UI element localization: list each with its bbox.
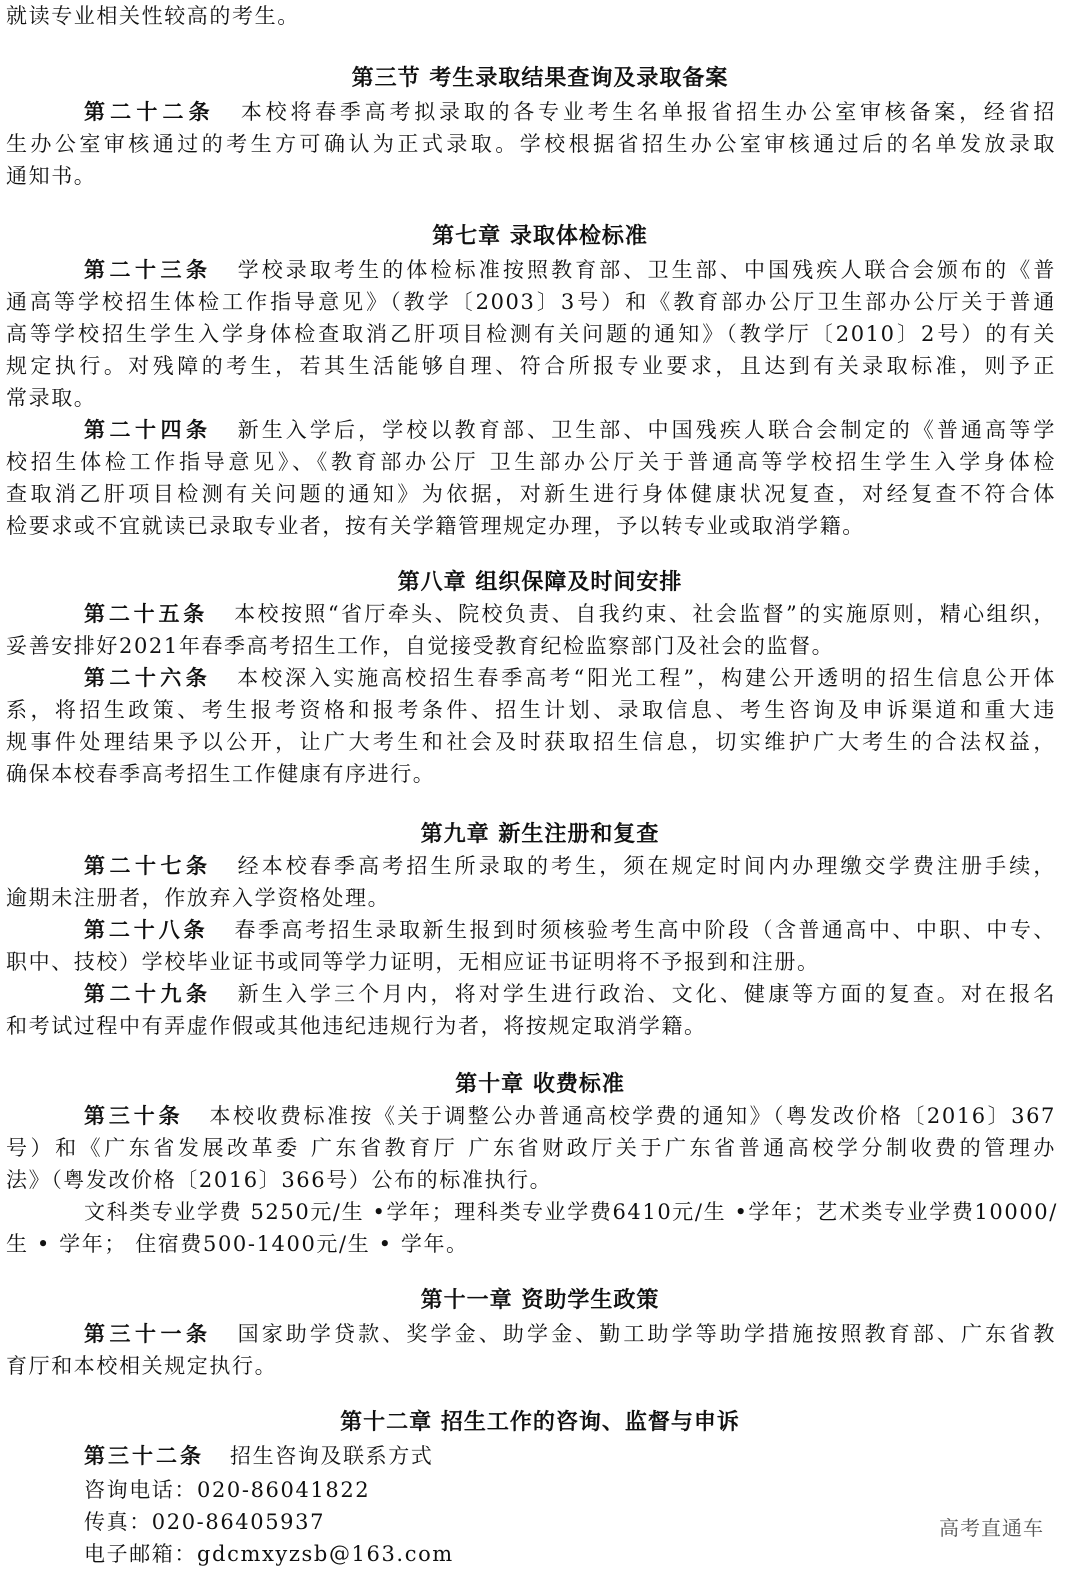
paragraph-line: 育厅和本校相关规定执行。 xyxy=(6,1354,278,1378)
chapter-heading: 第十一章 资助学生政策 xyxy=(420,1288,660,1313)
paragraph-line: 第二十九条 新生入学三个月内，将对学生进行政治、文化、健康等方面的复查。对在报名 xyxy=(84,982,1056,1006)
paragraph-line: 职中、技校）学校毕业证书或同等学力证明，无相应证书证明将不予报到和注册。 xyxy=(6,950,820,974)
paragraph-line: 规事件处理结果予以公开，让广大考生和社会及时获取招生信息，切实维护广大考生的合法权益， xyxy=(6,730,1056,754)
paragraph-line: 号）和《广东省发展改革委 广东省教育厅 广东省财政厅关于广东省普通高校学分制收费的管理办 xyxy=(6,1136,1056,1160)
article-number: 第二十八条 xyxy=(84,918,209,942)
paragraph-line: 就读专业相关性较高的考生。 xyxy=(6,4,300,28)
chapter-heading: 第七章 录取体检标准 xyxy=(432,224,648,249)
paragraph-line: 生办公室审核通过的考生方可确认为正式录取。学校根据省招生办公室审核通过后的名单发放录取 xyxy=(6,132,1056,156)
paragraph-line: 通知书。 xyxy=(6,164,97,188)
paragraph-line: 文科类专业学费 5250元/生 •学年；理科类专业学费6410元/生 •学年；艺术类专业学费10000/ xyxy=(84,1200,1058,1224)
paragraph-line: 第二十六条 本校深入实施高校招生春季高考“阳光工程”，构建公开透明的招生信息公开体 xyxy=(84,666,1057,690)
paragraph-line: 规定执行。对残障的考生，若其生活能够自理、符合所报专业要求，且达到有关录取标准，则予正 xyxy=(6,354,1056,378)
watermark-text: 高考直通车 xyxy=(939,1516,1044,1540)
chapter-heading: 第十章 收费标准 xyxy=(455,1072,625,1097)
contact-email: 电子邮箱：gdcmxyzsb@163.com xyxy=(84,1542,454,1566)
paragraph-line: 系，将招生政策、考生报考资格和报考条件、招生计划、录取信息、考生咨询及申诉渠道和重大违 xyxy=(6,698,1056,722)
article-number: 第二十七条 xyxy=(84,854,212,878)
paragraph-line: 第二十二条 本校将春季高考拟录取的各专业考生名单报省招生办公室审核备案，经省招 xyxy=(84,100,1057,124)
paragraph-line: 生 • 学年； 住宿费500-1400元/生 • 学年。 xyxy=(6,1232,469,1256)
paragraph-line: 确保本校春季高考招生工作健康有序进行。 xyxy=(6,762,436,786)
section-heading: 第三节 考生录取结果查询及录取备案 xyxy=(351,66,729,91)
paragraph-line: 查取消乙肝项目检测有关问题的通知》为依据，对新生进行身体健康状况复查，对经复查不符合体 xyxy=(6,482,1056,506)
article-number: 第三十二条 xyxy=(84,1444,204,1468)
contact-phone: 咨询电话：020-86041822 xyxy=(84,1478,371,1502)
paragraph-line: 逾期未注册者，作放弃入学资格处理。 xyxy=(6,886,391,910)
paragraph-line: 第三十条 本校收费标准按《关于调整公办普通高校学费的通知》（粤发改价格〔2016〕367 xyxy=(84,1104,1056,1128)
article-number: 第二十九条 xyxy=(84,982,212,1006)
paragraph-line: 第三十二条 招生咨询及联系方式 xyxy=(84,1444,434,1468)
paragraph-line: 常录取。 xyxy=(6,386,97,410)
article-number: 第二十四条 xyxy=(84,418,212,442)
paragraph-line: 校招生体检工作指导意见》、《教育部办公厅 卫生部办公厅关于普通高等学校招生学生入学身体检 xyxy=(6,450,1056,474)
article-number: 第二十六条 xyxy=(84,666,212,690)
paragraph-line: 第三十一条 国家助学贷款、奖学金、助学金、勤工助学等助学措施按照教育部、广东省教 xyxy=(84,1322,1056,1346)
paragraph-line: 第二十四条 新生入学后，学校以教育部、卫生部、中国残疾人联合会制定的《普通高等学 xyxy=(84,418,1056,442)
chapter-heading: 第十二章 招生工作的咨询、监督与申诉 xyxy=(340,1410,740,1435)
paragraph-line: 和考试过程中有弄虚作假或其他违纪违规行为者，将按规定取消学籍。 xyxy=(6,1014,707,1038)
article-number: 第三十一条 xyxy=(84,1322,212,1346)
paragraph-line: 第二十三条 学校录取考生的体检标准按照教育部、卫生部、中国残疾人联合会颁布的《普 xyxy=(84,258,1056,282)
article-number: 第三十条 xyxy=(84,1104,184,1128)
paragraph-line: 妥善安排好2021年春季高考招生工作，自觉接受教育纪检监察部门及社会的监督。 xyxy=(6,634,835,658)
paragraph-line: 第二十七条 经本校春季高考招生所录取的考生，须在规定时间内办理缴交学费注册手续， xyxy=(84,854,1056,878)
paragraph-line: 法》（粤发改价格〔2016〕366号）公布的标准执行。 xyxy=(6,1168,553,1192)
article-number: 第二十五条 xyxy=(84,602,209,626)
paragraph-line: 第二十八条 春季高考招生录取新生报到时须核验考生高中阶段（含普通高中、中职、中专、 xyxy=(84,918,1057,942)
paragraph-line: 通高等学校招生体检工作指导意见》（教学〔2003〕3号）和《教育部办公厅卫生部办公厅关于普通 xyxy=(6,290,1056,314)
chapter-heading: 第九章 新生注册和复查 xyxy=(420,822,660,847)
paragraph-line: 检要求或不宜就读已录取专业者，按有关学籍管理规定办理，予以转专业或取消学籍。 xyxy=(6,514,865,538)
paragraph-line: 高等学校招生学生入学身体检查取消乙肝项目检测有关问题的通知》（教学厅〔2010〕2号）的有关 xyxy=(6,322,1056,346)
chapter-heading: 第八章 组织保障及时间安排 xyxy=(397,570,683,595)
paragraph-line: 第二十五条 本校按照“省厅牵头、院校负责、自我约束、社会监督”的实施原则，精心组织， xyxy=(84,602,1056,626)
article-number: 第二十三条 xyxy=(84,258,212,282)
contact-fax: 传真：020-86405937 xyxy=(84,1510,326,1534)
article-number: 第二十二条 xyxy=(84,100,215,124)
